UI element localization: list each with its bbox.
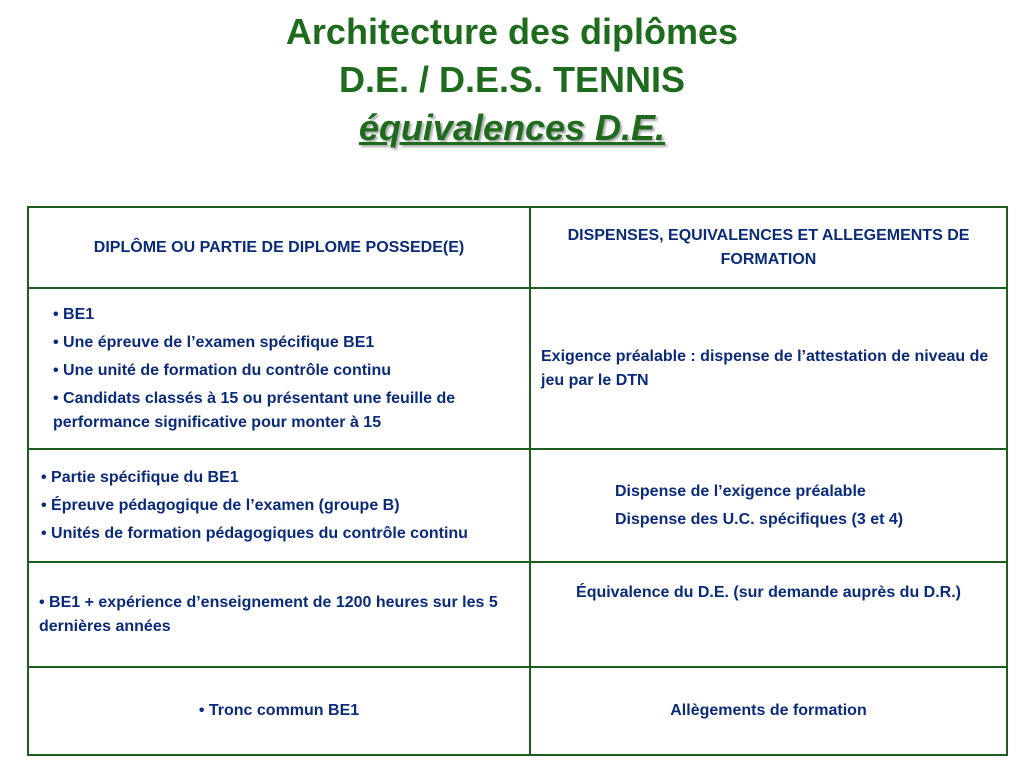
table-row xyxy=(28,449,1007,562)
table-row xyxy=(28,288,1007,449)
cell-text: • Tronc commun BE1 xyxy=(198,702,360,719)
row3-left-cell xyxy=(28,562,530,667)
list-item: • Une épreuve de l’examen spécifique BE1 xyxy=(53,333,375,351)
row4-right-cell xyxy=(530,667,1007,755)
row2-left-cell xyxy=(28,449,530,562)
list-item: • Épreuve pédagogique de l’examen (groupe B) xyxy=(41,496,400,514)
cell-text: Exigence préalable : dispense de l’attestation de niveau de jeu par le DTN xyxy=(541,347,989,389)
cell-text: • BE1 + expérience d’enseignement de 1200 heures sur les 5 dernières années xyxy=(39,593,498,635)
list-item: • Partie spécifique du BE1 xyxy=(41,468,239,486)
list-item: Dispense des U.C. spécifiques (3 et 4) xyxy=(615,510,904,528)
cell-text: Allègements de formation xyxy=(670,702,867,719)
title-line-2: D.E. / D.E.S. TENNIS xyxy=(338,59,686,100)
row2-right-cell xyxy=(530,449,1007,562)
list-item: • Candidats classés à 15 ou présentant une feuille de performance significative pour monter à 15 xyxy=(53,389,456,431)
title-line-3: équivalences D.E. xyxy=(358,107,666,148)
row1-right-cell xyxy=(530,288,1007,449)
equivalence-table xyxy=(27,206,1008,756)
list-item: • BE1 xyxy=(53,305,95,323)
list-item: • Unités de formation pédagogiques du contrôle continu xyxy=(41,524,468,542)
list-item: Dispense de l’exigence préalable xyxy=(615,482,866,500)
slide-title xyxy=(0,8,1024,152)
table-row xyxy=(28,667,1007,755)
row1-left-cell xyxy=(28,288,530,449)
table-header-row xyxy=(28,207,1007,288)
cell-text: Équivalence du D.E. (sur demande auprès du D.R.) xyxy=(576,584,961,601)
list-item: • Une unité de formation du contrôle continu xyxy=(53,361,392,379)
row3-right-cell xyxy=(530,562,1007,667)
header-cell-dispenses: DISPENSES, EQUIVALENCES ET ALLEGEMENTS DE FORMATION xyxy=(530,207,1007,288)
title-line-1: Architecture des diplômes xyxy=(285,11,739,52)
header-cell-diploma: DIPLÔME OU PARTIE DE DIPLOME POSSEDE(E) xyxy=(28,207,530,288)
row4-left-cell xyxy=(28,667,530,755)
table-row xyxy=(28,562,1007,667)
